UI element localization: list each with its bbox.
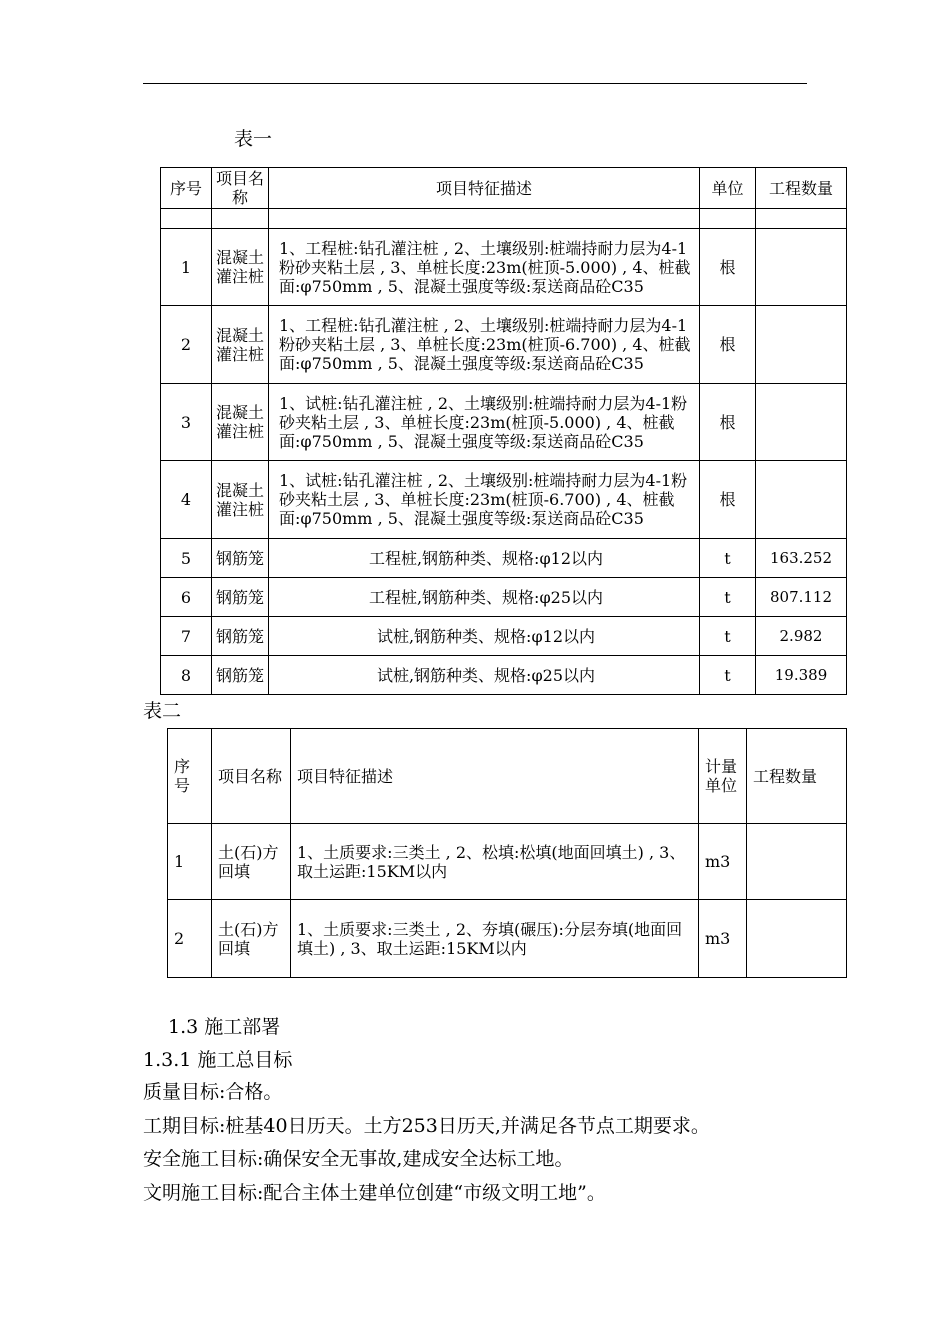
row-unit: t [700, 617, 756, 656]
table2-caption: 表二 [143, 700, 182, 722]
row-unit: 根 [700, 306, 756, 384]
table1-caption: 表一 [234, 128, 273, 150]
header-name: 项目名称 [212, 168, 269, 209]
row-qty [747, 900, 847, 978]
row-no: 8 [161, 656, 212, 695]
row-unit: 根 [700, 461, 756, 539]
row-qty [756, 384, 847, 461]
table-2 [167, 728, 847, 978]
safety-goal: 安全施工目标:确保安全无事故,建成安全达标工地。 [143, 1148, 574, 1170]
header-qty: 工程数量 [756, 168, 847, 209]
row-name: 混凝土灌注桩 [212, 229, 269, 306]
table1-blank-row [161, 209, 847, 229]
row-qty: 2.982 [756, 617, 847, 656]
table-row [161, 617, 847, 656]
row-desc: 1、工程桩:钻孔灌注桩 , 2、土壤级别:桩端持耐力层为4-1粉砂夹粘土层 , 3、单桩长度:23m(桩顶-5.000) , 4、桩截面:φ750mm , 5、混凝土强度等级:泵送商品砼C35 [269, 229, 700, 306]
header-desc: 项目特征描述 [269, 168, 700, 209]
row-name: 钢筋笼 [212, 656, 269, 695]
row-no: 1 [168, 824, 212, 900]
row-unit: t [700, 539, 756, 578]
header-unit: 单位 [700, 168, 756, 209]
row-no: 1 [161, 229, 212, 306]
section-subheading: 1.3.1 施工总目标 [143, 1049, 293, 1071]
row-unit: 根 [700, 229, 756, 306]
row-no: 5 [161, 539, 212, 578]
row-desc: 1、工程桩:钻孔灌注桩 , 2、土壤级别:桩端持耐力层为4-1粉砂夹粘土层 , 3、单桩长度:23m(桩顶-6.700) , 4、桩截面:φ750mm , 5、混凝土强度等级:泵送商品砼C35 [269, 306, 700, 384]
row-qty: 163.252 [756, 539, 847, 578]
row-qty: 807.112 [756, 578, 847, 617]
row-unit: t [700, 656, 756, 695]
row-name: 混凝土灌注桩 [212, 306, 269, 384]
quality-goal: 质量目标:合格。 [143, 1081, 283, 1103]
row-name: 钢筋笼 [212, 578, 269, 617]
row-qty [756, 461, 847, 539]
row-desc: 1、土质要求:三类土 , 2、夯填(碾压):分层夯填(地面回填土) , 3、取土运距:15KM以内 [291, 900, 699, 978]
row-qty: 19.389 [756, 656, 847, 695]
section-heading: 1.3 施工部署 [168, 1016, 281, 1038]
table-row [161, 229, 847, 306]
row-qty [756, 306, 847, 384]
header-rule [143, 83, 807, 84]
table-1 [160, 167, 847, 695]
header-name: 项目名称 [212, 729, 291, 824]
row-no: 3 [161, 384, 212, 461]
header-no: 序号 [168, 729, 212, 824]
row-unit: m3 [699, 824, 747, 900]
header-qty: 工程数量 [747, 729, 847, 824]
table-row [161, 306, 847, 384]
row-unit: 根 [700, 384, 756, 461]
table-row [161, 539, 847, 578]
row-qty [747, 824, 847, 900]
row-desc: 1、试桩:钻孔灌注桩 , 2、土壤级别:桩端持耐力层为4-1粉砂夹粘土层 , 3、单桩长度:23m(桩顶-5.000) , 4、桩截面:φ750mm , 5、混凝土强度等级:泵送商品砼C35 [269, 384, 700, 461]
row-name: 土(石)方回填 [212, 824, 291, 900]
table-row [168, 900, 847, 978]
row-desc: 1、试桩:钻孔灌注桩 , 2、土壤级别:桩端持耐力层为4-1粉砂夹粘土层 , 3、单桩长度:23m(桩顶-6.700) , 4、桩截面:φ750mm , 5、混凝土强度等级:泵送商品砼C35 [269, 461, 700, 539]
row-desc: 工程桩,钢筋种类、规格:φ12以内 [269, 539, 700, 578]
row-desc: 试桩,钢筋种类、规格:φ25以内 [269, 656, 700, 695]
row-name: 混凝土灌注桩 [212, 384, 269, 461]
table-row [168, 824, 847, 900]
row-unit: t [700, 578, 756, 617]
row-no: 2 [168, 900, 212, 978]
header-unit: 计量单位 [699, 729, 747, 824]
row-name: 土(石)方回填 [212, 900, 291, 978]
table-row [161, 461, 847, 539]
row-qty [756, 229, 847, 306]
civilized-goal: 文明施工目标:配合主体土建单位创建“市级文明工地”。 [143, 1182, 606, 1204]
row-unit: m3 [699, 900, 747, 978]
schedule-goal: 工期目标:桩基40日历天。土方253日历天,并满足各节点工期要求。 [143, 1115, 710, 1137]
row-name: 混凝土灌注桩 [212, 461, 269, 539]
row-no: 2 [161, 306, 212, 384]
row-name: 钢筋笼 [212, 539, 269, 578]
row-no: 6 [161, 578, 212, 617]
table2-header-row [168, 729, 847, 824]
row-desc: 试桩,钢筋种类、规格:φ12以内 [269, 617, 700, 656]
header-no: 序号 [161, 168, 212, 209]
row-no: 4 [161, 461, 212, 539]
row-name: 钢筋笼 [212, 617, 269, 656]
row-desc: 1、土质要求:三类土 , 2、松填:松填(地面回填土) , 3、取土运距:15KM以内 [291, 824, 699, 900]
table-row [161, 384, 847, 461]
row-desc: 工程桩,钢筋种类、规格:φ25以内 [269, 578, 700, 617]
header-desc: 项目特征描述 [291, 729, 699, 824]
table1-header-row [161, 168, 847, 209]
table-row [161, 656, 847, 695]
table-row [161, 578, 847, 617]
row-no: 7 [161, 617, 212, 656]
